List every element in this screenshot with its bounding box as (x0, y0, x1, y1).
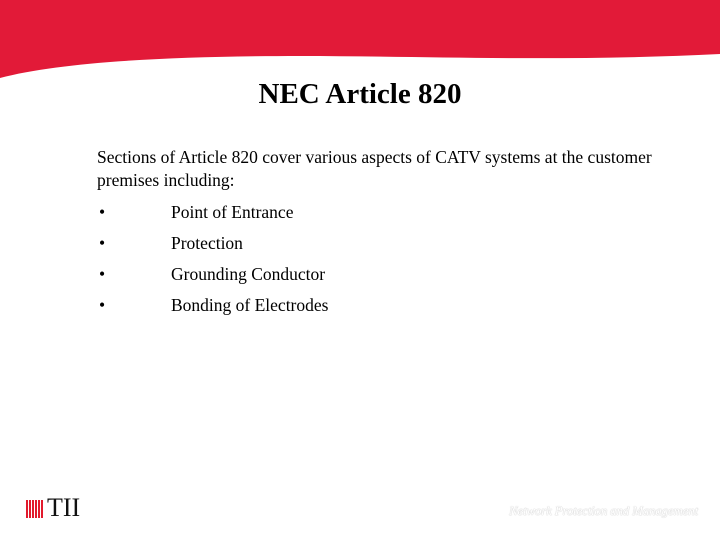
company-logo (26, 494, 80, 522)
list-item (97, 262, 328, 293)
bullet-text: Point of Entrance (171, 202, 294, 222)
list-item (97, 200, 328, 231)
intro-paragraph: Sections of Article 820 cover various aspects of CATV systems at the customer premises including: (97, 147, 652, 190)
bullet-list (97, 200, 328, 324)
bullet-marker: • (99, 202, 106, 222)
bullet-marker: • (99, 233, 106, 253)
bullet-text: Protection (171, 233, 243, 253)
slide-title: NEC Article 820 (258, 78, 462, 110)
logo-text: TII (47, 493, 81, 522)
footer-tagline: Network Protection and Management (509, 503, 698, 518)
list-item (97, 231, 328, 262)
bullet-text: Bonding of Electrodes (171, 295, 329, 315)
header-band (0, 0, 720, 80)
bullet-marker: • (99, 295, 106, 315)
bullet-text: Grounding Conductor (171, 264, 326, 284)
bullet-marker: • (99, 264, 106, 284)
logo-stripes-icon (26, 498, 44, 518)
header-band-shape (0, 0, 720, 80)
list-item (97, 293, 328, 324)
